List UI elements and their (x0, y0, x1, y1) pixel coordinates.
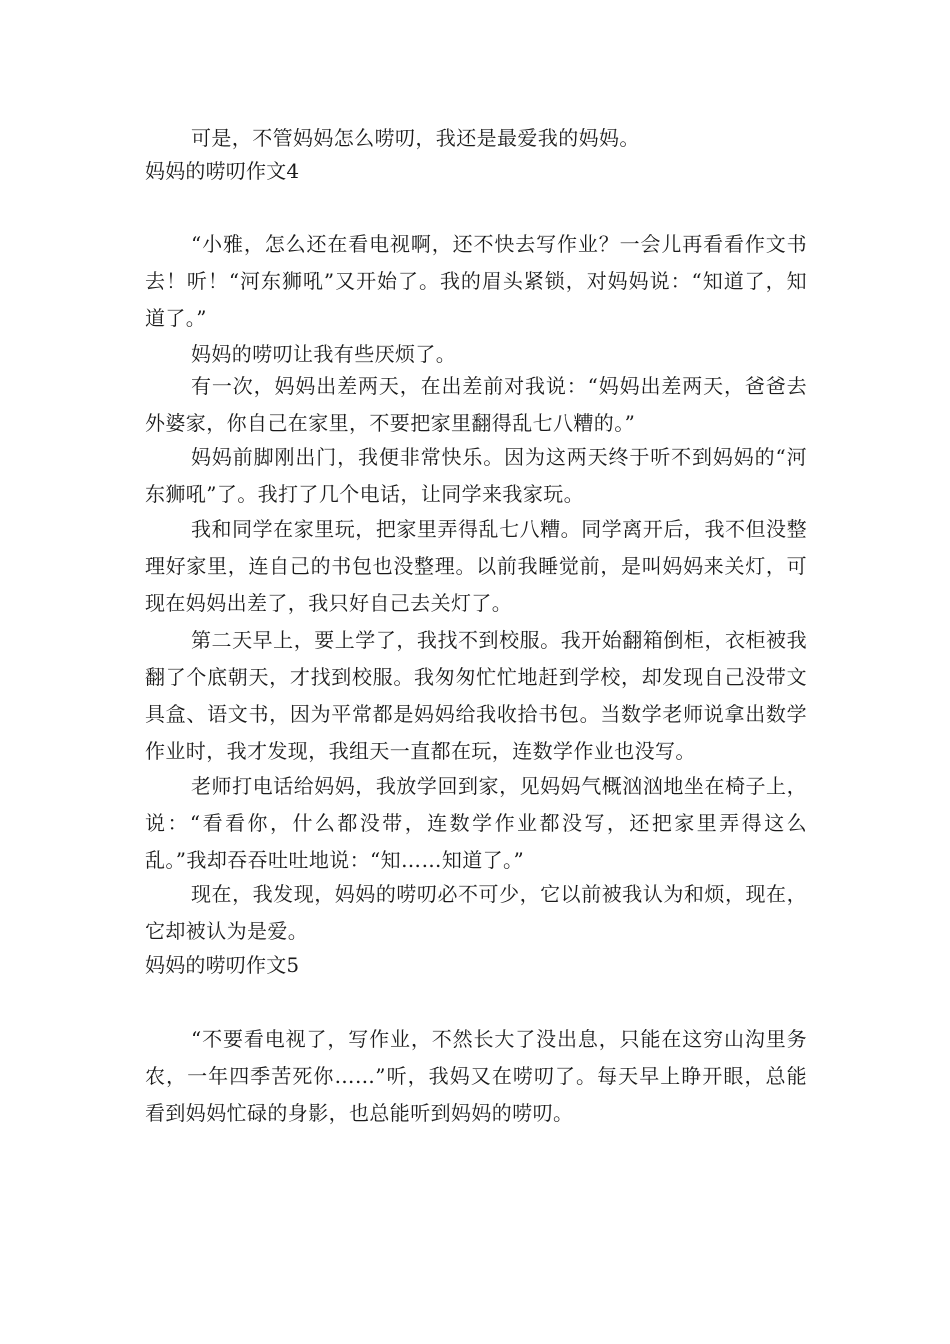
section-4-paragraph-6: 第二天早上，要上学了，我找不到校服。我开始翻箱倒柜，衣柜被我翻了个底朝天，才找到校服。我匆匆忙忙地赶到学校，却发现自己没带文具盒、语文书，因为平常都是妈妈给我收拾书包。当数学老师说拿出数学作业时，我才发现，我组天一直都在玩，连数学作业也没写。 (145, 628, 807, 763)
section-4-paragraph-4: 妈妈前脚刚出门，我便非常快乐。因为这两天终于听不到妈妈的“河东狮吼”了。我打了几个电话，让同学来我家玩。 (145, 445, 807, 506)
section-4-paragraph-8: 现在，我发现，妈妈的唠叨必不可少，它以前被我认为和烦，现在，它却被认为是爱。 (145, 882, 807, 943)
section-4-paragraph-2: 妈妈的唠叨让我有些厌烦了。 (191, 342, 457, 366)
section-4-title: 妈妈的唠叨作文4 (145, 159, 300, 183)
section-4-paragraph-3: 有一次，妈妈出差两天，在出差前对我说：“妈妈出差两天，爸爸去外婆家，你自己在家里，不要把家里翻得乱七八糟的。” (145, 374, 807, 435)
section-4-paragraph-5: 我和同学在家里玩，把家里弄得乱七八糟。同学离开后，我不但没整理好家里，连自己的书包也没整理。以前我睡觉前，是叫妈妈来关灯，可现在妈妈出差了，我只好自己去关灯了。 (145, 517, 807, 615)
section-4-paragraph-1: “小雅，怎么还在看电视啊，还不快去写作业？一会儿再看看作文书去！听！“河东狮吼”又开始了。我的眉头紧锁，对妈妈说：“知道了，知道了。” (145, 232, 807, 330)
section-4-paragraph-7: 老师打电话给妈妈，我放学回到家，见妈妈气概汹汹地坐在椅子上，说：“看看你，什么都没带，连数学作业都没写，还把家里弄得这么乱。”我却吞吞吐吐地说：“知……知道了。” (145, 774, 807, 872)
section-5-title: 妈妈的唠叨作文5 (145, 953, 300, 977)
intro-closing-paragraph: 可是，不管妈妈怎么唠叨，我还是最爱我的妈妈。 (191, 126, 640, 150)
section-5-paragraph-1: “不要看电视了，写作业，不然长大了没出息，只能在这穷山沟里务农，一年四季苦死你……”听，我妈又在唠叨了。每天早上睁开眼，总能看到妈妈忙碌的身影，也总能听到妈妈的唠叨。 (145, 1027, 807, 1125)
